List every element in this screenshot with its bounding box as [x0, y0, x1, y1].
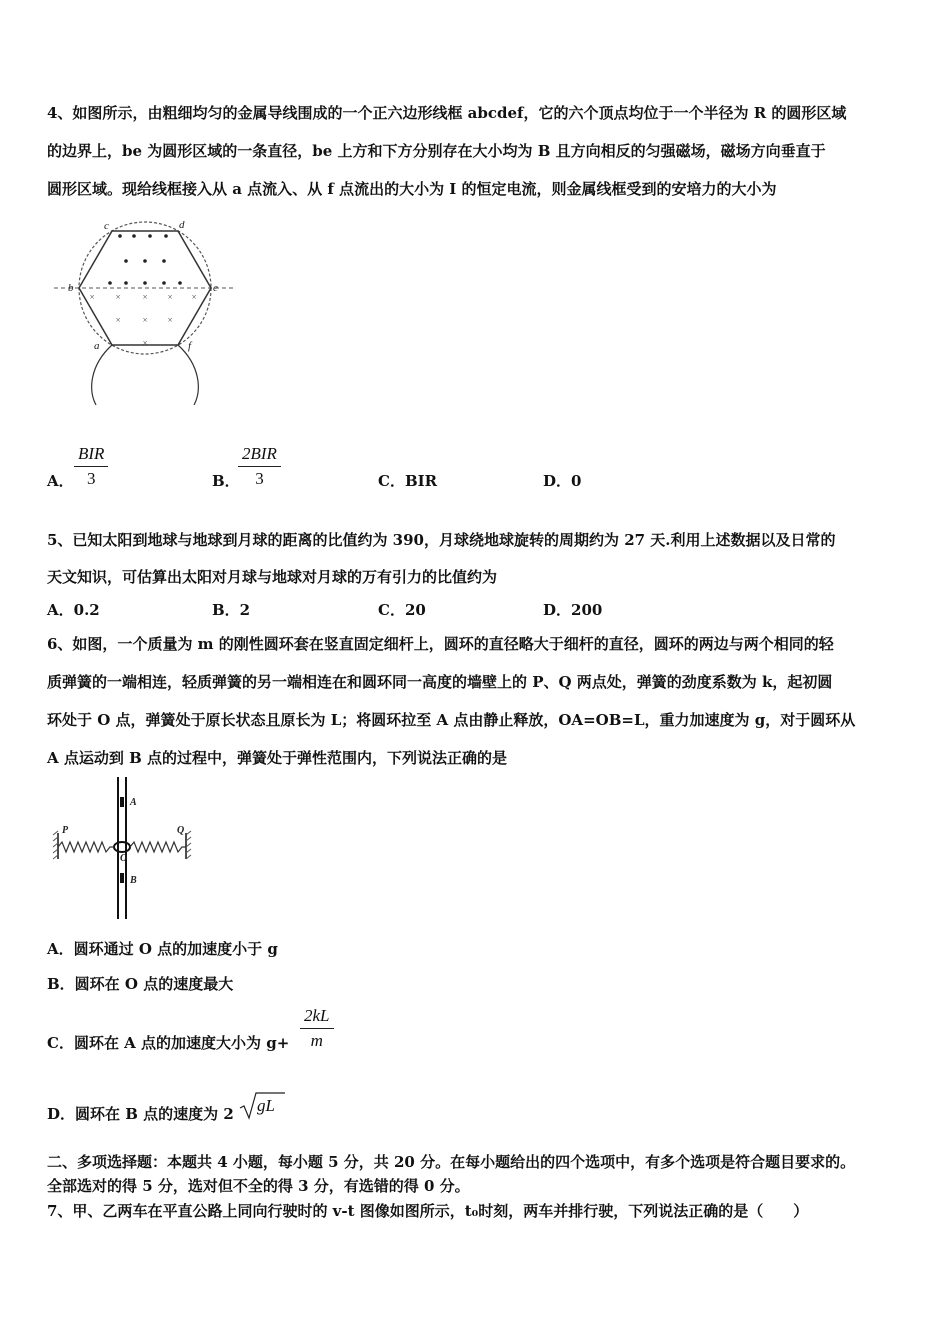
q4-label-e: e — [213, 282, 218, 294]
q4-text-line2: 的边界上，be 为圆形区域的一条直径，be 上方和下方分别存在大小均为 B 且方向相反的匀强磁场，磁场方向垂直于 — [47, 142, 826, 160]
q4-label-d: d — [179, 219, 185, 231]
q6-ring-spring-figure — [50, 775, 200, 923]
q6-label-p: P — [62, 825, 69, 836]
q6-option-c-text: C．圆环在 A 点的加速度大小为 g+ — [47, 1034, 290, 1052]
q5-option-a: A．0.2 — [47, 601, 100, 619]
q4-option-d: D．0 — [543, 472, 582, 490]
section2-instructions-line1: 二、多项选择题：本题共 4 小题，每小题 5 分，共 20 分。在每小题给出的四个选项中，有多个选项是符合题目要求的。 — [47, 1153, 856, 1171]
q4-option-b-label: B． — [212, 472, 240, 490]
svg-text:×: × — [190, 292, 198, 302]
q4-label-c: c — [104, 220, 109, 232]
q6-option-b: B．圆环在 O 点的速度最大 — [47, 975, 234, 993]
q6-text-line2: 质弹簧的一端相连，轻质弹簧的另一端相连在和圆环同一高度的墙壁上的 P、Q 两点处，弹簧的劲度系数为 k，起初圆 — [47, 673, 833, 691]
q6-option-d-text: D．圆环在 B 点的速度为 2 — [47, 1105, 234, 1123]
q6-option-c-denominator: m — [310, 1031, 323, 1050]
q4-label-f: f — [188, 340, 192, 352]
q4-option-a-numerator: BIR — [74, 444, 108, 467]
q4-label-b: b — [68, 282, 74, 294]
q5-option-c: C．20 — [378, 601, 426, 619]
svg-text:×: × — [141, 338, 149, 348]
q6-label-o: O — [120, 853, 128, 864]
q4-option-c: C．BIR — [378, 472, 438, 490]
q5-text-line2: 天文知识，可估算出太阳对月球与地球对月球的万有引力的比值约为 — [47, 568, 498, 586]
q6-option-a: A．圆环通过 O 点的加速度小于 g — [47, 940, 278, 958]
svg-text:×: × — [166, 315, 174, 325]
q6-option-c-fraction — [300, 1006, 334, 1051]
svg-text:×: × — [141, 292, 149, 302]
q6-label-b: B — [130, 875, 137, 886]
svg-text:×: × — [88, 292, 96, 302]
svg-text:×: × — [166, 292, 174, 302]
q4-option-b-denominator: 3 — [255, 469, 264, 488]
q4-text-line3: 圆形区域。现给线框接入从 a 点流入、从 f 点流出的大小为 I 的恒定电流，则金属线框受到的安培力的大小为 — [47, 180, 777, 198]
section2-instructions-line2: 全部选对的得 5 分，选对但不全的得 3 分，有选错的得 0 分。 — [47, 1177, 470, 1195]
q4-option-b-fraction — [238, 444, 281, 489]
q6-label-a: A — [130, 797, 137, 808]
q6-text-line1: 6、如图，一个质量为 m 的刚性圆环套在竖直固定细杆上，圆环的直径略大于细杆的直径，圆环的两边与两个相同的轻 — [47, 635, 834, 653]
q6-option-c-numerator: 2kL — [300, 1006, 334, 1029]
q4-text-line1: 4、如图所示，由粗细均匀的金属导线围成的一个正六边形线框 abcdef，它的六个顶点均位于一个半径为 R 的圆形区域 — [47, 104, 847, 122]
q4-hexagon-figure — [50, 215, 240, 405]
q6-text-line3: 环处于 O 点，弹簧处于原长状态且原长为 L；将圆环拉至 A 点由静止释放，OA=OB=L，重力加速度为 g，对于圆环从 — [47, 711, 856, 729]
q4-option-a-label: A． — [47, 472, 74, 490]
svg-text:×: × — [141, 315, 149, 325]
q5-option-d: D．200 — [543, 601, 603, 619]
svg-text:×: × — [114, 315, 122, 325]
q4-option-a-denominator: 3 — [86, 469, 96, 488]
q4-option-b-numerator: 2BIR — [238, 444, 281, 467]
q5-option-b: B．2 — [212, 601, 251, 619]
q4-label-a: a — [94, 340, 100, 352]
q6-option-d-radicand: gL — [257, 1096, 275, 1115]
q5-text-line1: 5、已知太阳到地球与地球到月球的距离的比值约为 390，月球绕地球旋转的周期约为 27 天.利用上述数据以及日常的 — [47, 531, 836, 549]
q7-text-line1: 7、甲、乙两车在平直公路上同向行驶时的 v-t 图像如图所示，t₀时刻，两车并排行驶，下列说法正确的是（ ） — [47, 1202, 809, 1220]
q6-label-q: Q — [177, 825, 185, 836]
svg-text:×: × — [114, 292, 122, 302]
q6-text-line4: A 点运动到 B 点的过程中，弹簧处于弹性范围内，下列说法正确的是 — [47, 749, 507, 767]
q4-option-a-fraction — [74, 444, 108, 489]
